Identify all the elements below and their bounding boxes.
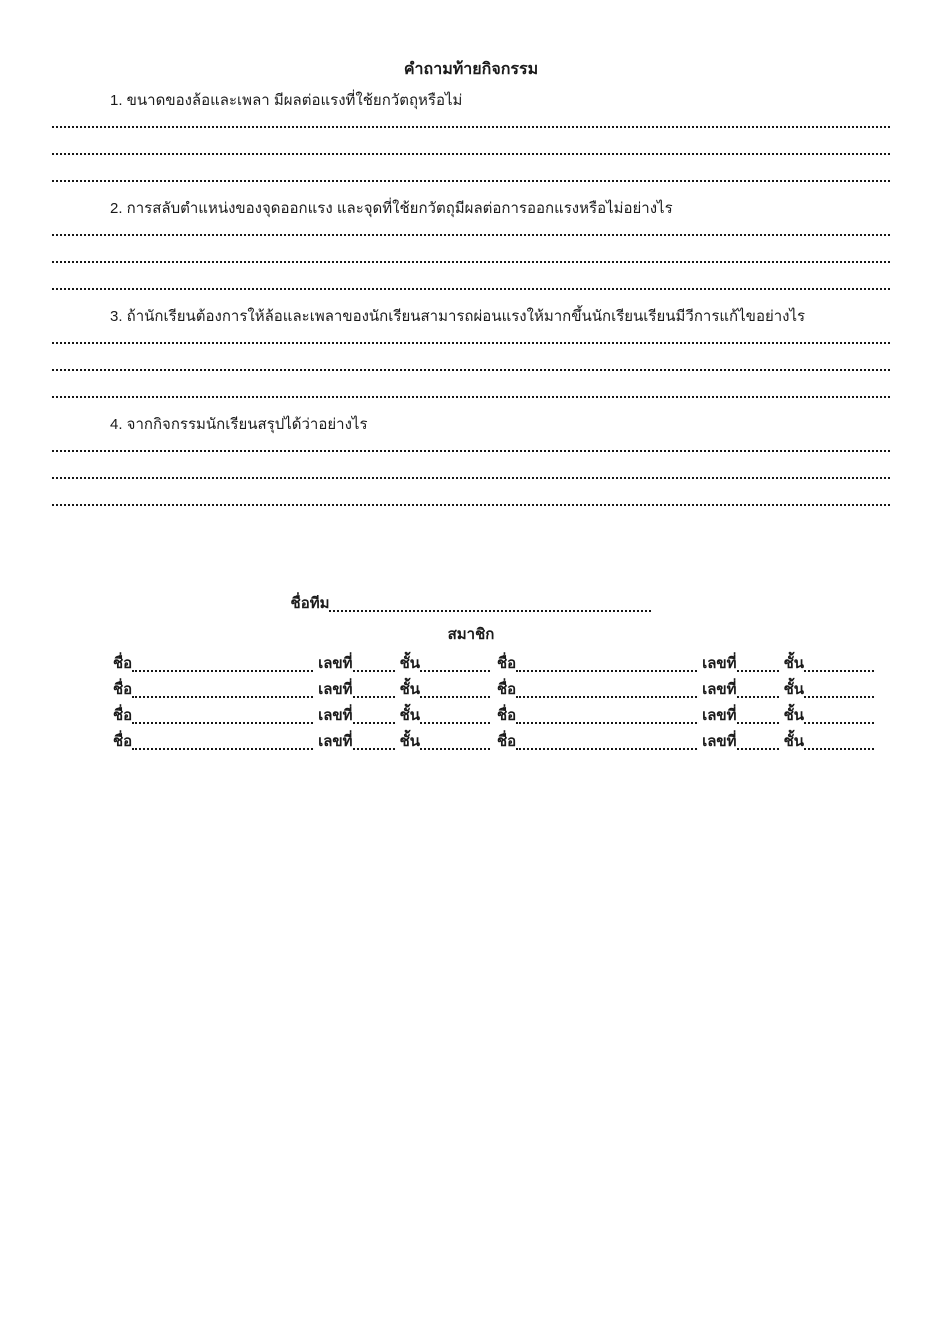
member-entry [113, 653, 490, 675]
member-entry [113, 705, 490, 727]
answer-writein-line [52, 236, 890, 263]
question-block [52, 88, 890, 182]
team-name-writein-line [329, 598, 651, 612]
member-name-label: ชื่อ [113, 655, 133, 672]
answer-writein-line [52, 344, 890, 371]
member-number-writein-line [737, 684, 779, 698]
answer-writein-line [52, 263, 890, 290]
member-grade-label: ชั้น [783, 655, 804, 672]
member-number-writein-line [353, 710, 395, 724]
member-name-label: ชื่อ [113, 707, 133, 724]
member-grade-label: ชั้น [399, 655, 420, 672]
answer-writein-line [52, 128, 890, 155]
member-grade-writein-line [420, 710, 490, 724]
team-name-label: ชื่อทีม [290, 595, 330, 612]
member-name-writein-line [516, 658, 697, 672]
answer-writein-line [52, 452, 890, 479]
answer-writein-line [52, 479, 890, 506]
member-number-label: เลขที่ [318, 733, 353, 750]
member-name-writein-line [132, 658, 313, 672]
member-grade-label: ชั้น [399, 681, 420, 698]
member-name-label: ชื่อ [113, 681, 133, 698]
member-entry [113, 679, 490, 701]
question-block [52, 304, 890, 398]
member-grade-label: ชั้น [399, 733, 420, 750]
member-grade-writein-line [420, 736, 490, 750]
member-name-label: ชื่อ [497, 707, 517, 724]
answer-writein-line [52, 371, 890, 398]
member-number-label: เลขที่ [702, 655, 737, 672]
question-text: 4. จากกิจกรรมนักเรียนสรุปได้ว่าอย่างไร [110, 416, 368, 433]
member-name-writein-line [516, 710, 697, 724]
question-block [52, 412, 890, 506]
member-number-writein-line [353, 658, 395, 672]
member-name-writein-line [132, 684, 313, 698]
member-entry [497, 653, 874, 675]
answer-writein-line [52, 155, 890, 182]
member-grade-label: ชั้น [783, 733, 804, 750]
member-grade-writein-line [420, 684, 490, 698]
question-block [52, 196, 890, 290]
member-number-writein-line [353, 684, 395, 698]
member-number-label: เลขที่ [702, 733, 737, 750]
member-row [113, 701, 890, 727]
member-entry [497, 731, 874, 753]
member-grade-writein-line [420, 658, 490, 672]
member-grade-writein-line [804, 684, 874, 698]
team-name-row [52, 589, 890, 615]
member-name-label: ชื่อ [497, 655, 517, 672]
member-number-writein-line [737, 658, 779, 672]
member-row [113, 649, 890, 675]
member-number-label: เลขที่ [702, 681, 737, 698]
member-grade-label: ชั้น [783, 681, 804, 698]
answer-writein-line [52, 222, 890, 236]
member-number-label: เลขที่ [318, 707, 353, 724]
member-number-writein-line [353, 736, 395, 750]
member-grade-writein-line [804, 658, 874, 672]
question-text: 3. ถ้านักเรียนต้องการให้ล้อและเพลาของนักเรียนสามารถผ่อนแรงให้มากขึ้นนักเรียนเรียนมีวีการแก้ไขอย่างไร [110, 308, 806, 325]
member-number-writein-line [737, 736, 779, 750]
member-name-writein-line [516, 684, 697, 698]
member-number-label: เลขที่ [318, 655, 353, 672]
question-text: 2. การสลับตำแหน่งของจุดออกแรง และจุดที่ใช้ยกวัตถุมีผลต่อการออกแรงหรือไม่อย่างไร [110, 200, 673, 217]
member-entry [113, 731, 490, 753]
member-name-writein-line [516, 736, 697, 750]
member-name-label: ชื่อ [497, 733, 517, 750]
member-grade-label: ชั้น [399, 707, 420, 724]
answer-writein-line [52, 330, 890, 344]
member-name-writein-line [132, 736, 313, 750]
member-grade-writein-line [804, 710, 874, 724]
page-title: คำถามท้ายกิจกรรม [403, 61, 539, 78]
member-grade-label: ชั้น [783, 707, 804, 724]
member-row [113, 675, 890, 701]
questions-section [52, 88, 890, 506]
question-text: 1. ขนาดของล้อและเพลา มีผลต่อแรงที่ใช้ยกวัตถุหรือไม่ [110, 92, 463, 109]
member-name-label: ชื่อ [497, 681, 517, 698]
members-heading: สมาชิก [447, 626, 495, 643]
answer-writein-line [52, 114, 890, 128]
member-row [113, 727, 890, 753]
member-name-writein-line [132, 710, 313, 724]
member-number-label: เลขที่ [318, 681, 353, 698]
answer-writein-line [52, 438, 890, 452]
members-grid [113, 649, 890, 753]
member-grade-writein-line [804, 736, 874, 750]
member-number-label: เลขที่ [702, 707, 737, 724]
member-name-label: ชื่อ [113, 733, 133, 750]
member-number-writein-line [737, 710, 779, 724]
member-entry [497, 705, 874, 727]
member-entry [497, 679, 874, 701]
